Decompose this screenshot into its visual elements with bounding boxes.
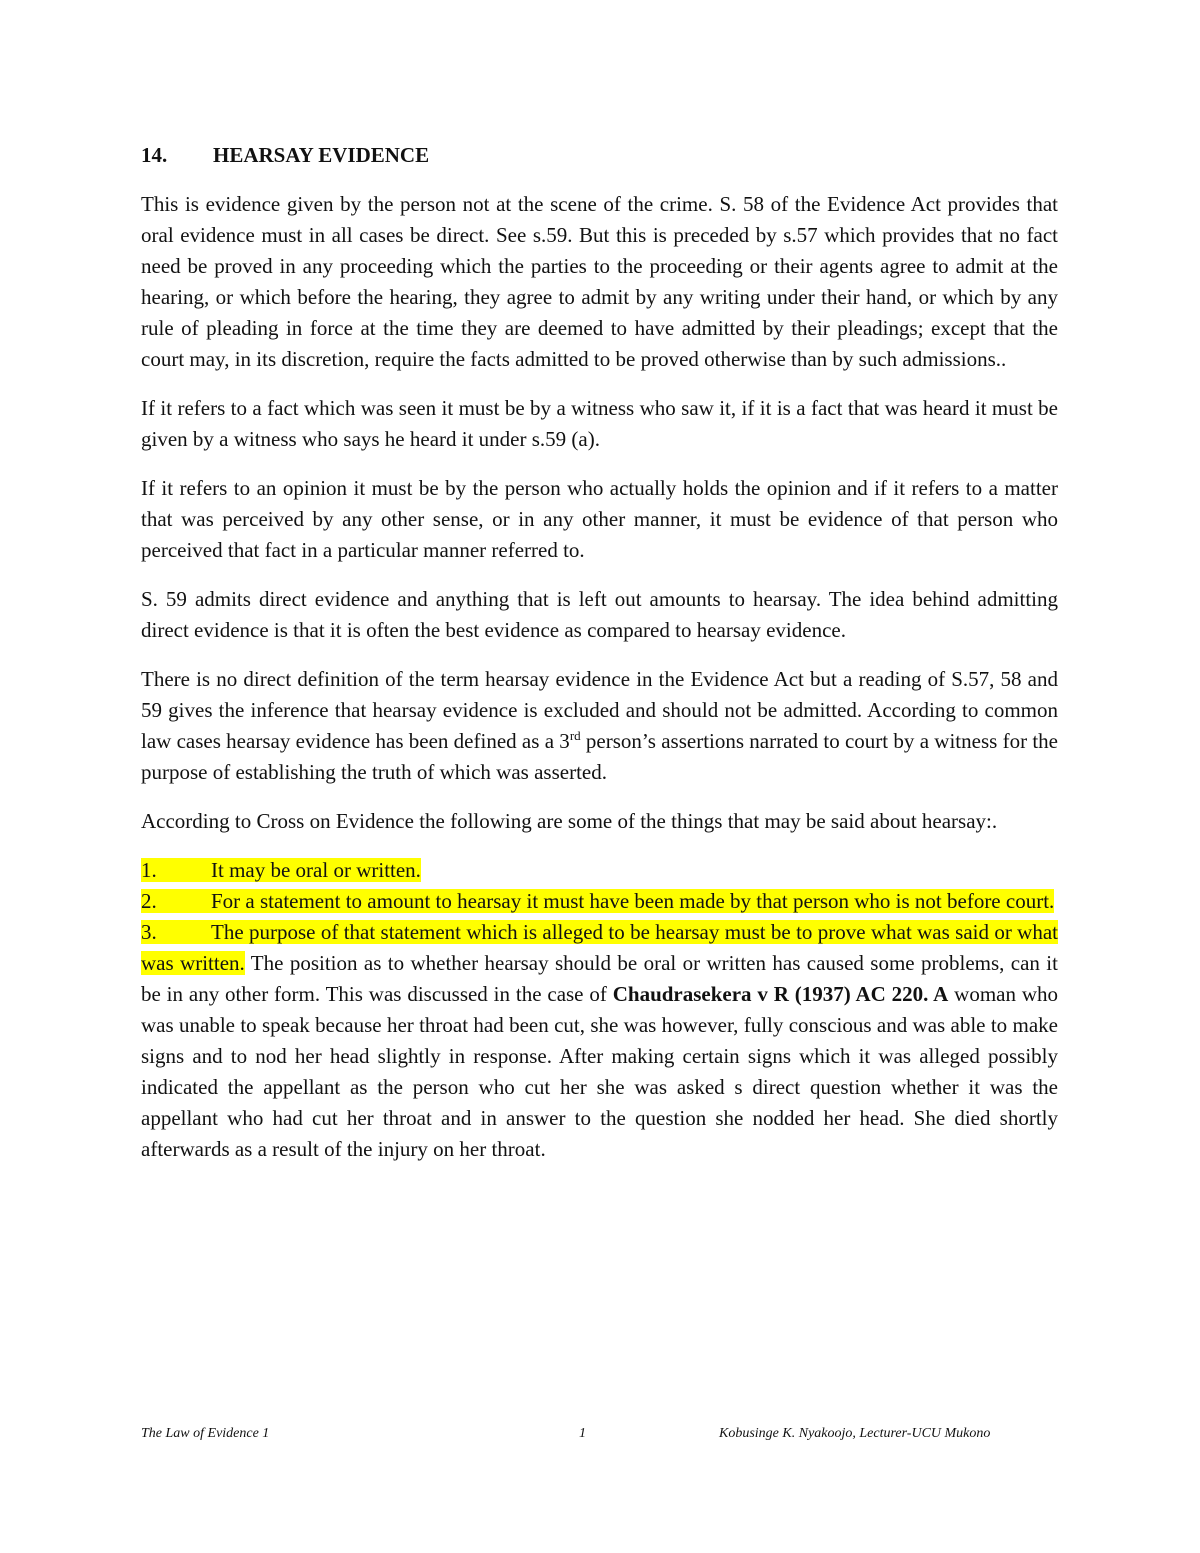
paragraph-6: According to Cross on Evidence the following are some of the things that may be said about hearsay:. <box>141 809 998 833</box>
footer-course-title: The Law of Evidence 1 <box>141 1426 270 1441</box>
list-item-text: It may be oral or written. <box>211 858 421 882</box>
list-item-text: For a statement to amount to hearsay it must have been made by that person who is not before court. <box>211 889 1055 913</box>
list-item-number: 2. <box>141 889 157 913</box>
page-body <box>141 140 1058 1165</box>
case-citation: Chaudrasekera v R (1937) AC 220. A <box>612 982 949 1006</box>
list-item <box>141 855 1058 886</box>
list-item-text: The purpose of that statement which is alleged to be hearsay must be to prove what was said or what was written. <box>141 920 1058 975</box>
highlighted-text <box>141 858 421 882</box>
list-item-continuation-text: The position as to whether hearsay should be oral or written has caused some problems, can it be in any other form. This was discussed in the case of <box>141 951 1058 1006</box>
list-item <box>141 886 1058 917</box>
footer-page-number: 1 <box>579 1426 586 1441</box>
section-heading <box>141 140 1058 171</box>
list-item-number: 1. <box>141 858 157 882</box>
footer-author: Kobusinge K. Nyakoojo, Lecturer-UCU Mukono <box>719 1426 991 1441</box>
paragraph-5 <box>141 664 1058 788</box>
paragraph-5-text-b: person’s assertions narrated to court by a witness for the purpose of establishing the truth of which was asserted. <box>141 729 1058 784</box>
section-number: 14. <box>141 143 168 167</box>
section-title: HEARSAY EVIDENCE <box>213 143 430 167</box>
case-description-text: woman who was unable to speak because her throat had been cut, she was however, fully conscious and was able to make signs and to nod her head slightly in response. After making certain signs which it was alleged possibly indicated the appellant as the person who cut her she was asked s direct question whether it was the appellant who had cut her throat and in answer to the question she nodded her head. She died shortly afterwards as a result of the injury on her throat. <box>141 982 1058 1161</box>
superscript-ordinal: rd <box>569 728 581 743</box>
highlighted-text <box>141 889 1054 913</box>
paragraph-1: This is evidence given by the person not at the scene of the crime. S. 58 of the Evidence Act provides that oral evidence must in all cases be direct. See s.59. But this is preceded by s.57 which provides that no fact need be proved in any proceeding which the parties to the proceeding or their agents agree to admit at the hearing, or which before the hearing, they agree to admit by any writing under their hand, or which by any rule of pleading in force at the time they are deemed to have admitted by their pleadings; except that the court may, in its discretion, require the facts admitted to be proved otherwise than by such admissions.. <box>141 192 1058 371</box>
paragraph-4: S. 59 admits direct evidence and anything that is left out amounts to hearsay. The idea behind admitting direct evidence is that it is often the best evidence as compared to hearsay evidence. <box>141 587 1058 642</box>
hearsay-list <box>141 855 1058 1165</box>
list-item <box>141 917 1058 1165</box>
paragraph-2: If it refers to a fact which was seen it must be by a witness who saw it, if it is a fact that was heard it must be given by a witness who says he heard it under s.59 (a). <box>141 396 1058 451</box>
paragraph-5-text-a: There is no direct definition of the term hearsay evidence in the Evidence Act but a reading of S.57, 58 and 59 gives the inference that hearsay evidence is excluded and should not be admitted. According to common law cases hearsay evidence has been defined as a 3 <box>141 667 1058 753</box>
list-item-number: 3. <box>141 920 157 944</box>
paragraph-3: If it refers to an opinion it must be by the person who actually holds the opinion and if it refers to a matter that was perceived by any other sense, or in any other manner, it must be evidence of that person who perceived that fact in a particular manner referred to. <box>141 476 1058 562</box>
